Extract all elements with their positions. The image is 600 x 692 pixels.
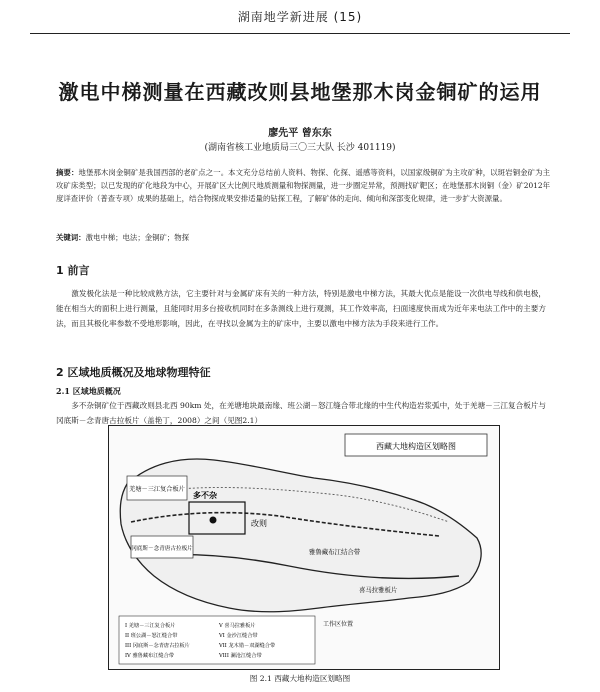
label-indus: 雅鲁藏布江结合带 bbox=[309, 548, 361, 556]
subsection-2-1-body: 多不杂铜矿位于西藏改则县北西 90km 处，在羌塘地块最南缘、班公湖－怒江缝合带北缘的中生代构造岩浆弧中，处于羌塘－三江复合板片与冈底斯－念青唐古拉板片（盖艳丁，2008）之间（见图2.1） bbox=[56, 401, 546, 425]
label-gangdese: 冈底斯－念青唐古拉板片 bbox=[131, 546, 193, 552]
section-2-heading: 2 区域地质概况及地球物理特征 bbox=[56, 366, 211, 379]
abstract-text: 地堡那木岗金铜矿是我国西部的老矿点之一。本文充分总结前人资料、物探、化探、遥感等资料，以国家级铜矿为主攻矿种，以斑岩铜金矿为主攻矿床类型；以已发现的矿化地段为中心，开展矿区大比例尺地质测量和物探测量，进一步圈定异常，预测找矿靶区；在地堡那木岗铜（金）矿2012年度详查评价（普查专项）成果的基础上，结合物探成果安排适量的钻探工程，了解矿体的走向、倾向和深部变化规律，进一步扩大资源量。 bbox=[56, 168, 550, 203]
subsection-2-1-heading: 2.1 区域地质概况 bbox=[56, 386, 121, 396]
label-duobuza: 多不杂 bbox=[193, 490, 217, 500]
legend-item: VIII 澜沧江缝合带 bbox=[219, 653, 262, 659]
abstract bbox=[56, 166, 550, 205]
tectonic-map bbox=[109, 426, 499, 669]
map-title: 西藏大地构造区划略图 bbox=[376, 442, 456, 451]
keywords bbox=[56, 232, 550, 243]
label-gaize: 改则 bbox=[251, 519, 267, 528]
figure-caption: 图 2.1 西藏大地构造区划略图 bbox=[249, 674, 351, 683]
paper-title: 激电中梯测量在西藏改则县地堡那木岗金铜矿的运用 bbox=[58, 80, 542, 104]
legend-item: VI 金沙江缝合带 bbox=[219, 633, 258, 639]
legend-item: IV 雅鲁藏布江缝合带 bbox=[125, 653, 174, 659]
section-1-heading: 1 前言 bbox=[56, 264, 90, 277]
label-qiangtang: 羌塘－三江复合板片 bbox=[129, 486, 185, 493]
authors: 廖先平 曾东东 bbox=[268, 128, 332, 139]
legend-item: V 喜马拉雅板片 bbox=[219, 623, 256, 629]
legend-item: III 冈底斯－念青唐古拉板片 bbox=[125, 643, 190, 649]
header-rule bbox=[30, 33, 570, 34]
section-1-body: 激发极化法是一种比较成熟方法，它主要针对与金属矿床有关的一种方法，特别是激电中梯方法，其最大优点是能设一次供电导线和供电极，能在相当大的面积上进行测量，且能同时用多台接收机同时在多条测线上进行观测，其工作效率高，扫面速度快而成为近年来电法工作中的主要方法，而且其极化率参数不受地形影响，因此，在寻找以金属为主的矿床中，主要以激电中梯方法为手段来进行工作。 bbox=[56, 289, 546, 328]
tectonic-map-figure bbox=[108, 425, 500, 670]
label-himalaya: 喜马拉雅板片 bbox=[359, 586, 398, 594]
keywords-label: 关键词： bbox=[56, 233, 86, 242]
legend-title: 工作区位置 bbox=[323, 621, 354, 628]
legend-item: VII 龙木错－双湖缝合带 bbox=[219, 643, 276, 649]
legend-item: II 班公湖－怒江缝合带 bbox=[125, 633, 178, 639]
affiliation: (湖南省核工业地质局三〇三大队 长沙 401119) bbox=[204, 143, 396, 153]
abstract-label: 摘要： bbox=[56, 168, 79, 177]
duobuza-marker bbox=[210, 517, 217, 524]
keywords-text: 激电中梯；电法；金铜矿；物探 bbox=[85, 233, 190, 242]
running-header: 湖南地学新进展 (15) bbox=[237, 10, 363, 24]
legend-item: I 羌塘－三江复合板片 bbox=[125, 623, 176, 629]
